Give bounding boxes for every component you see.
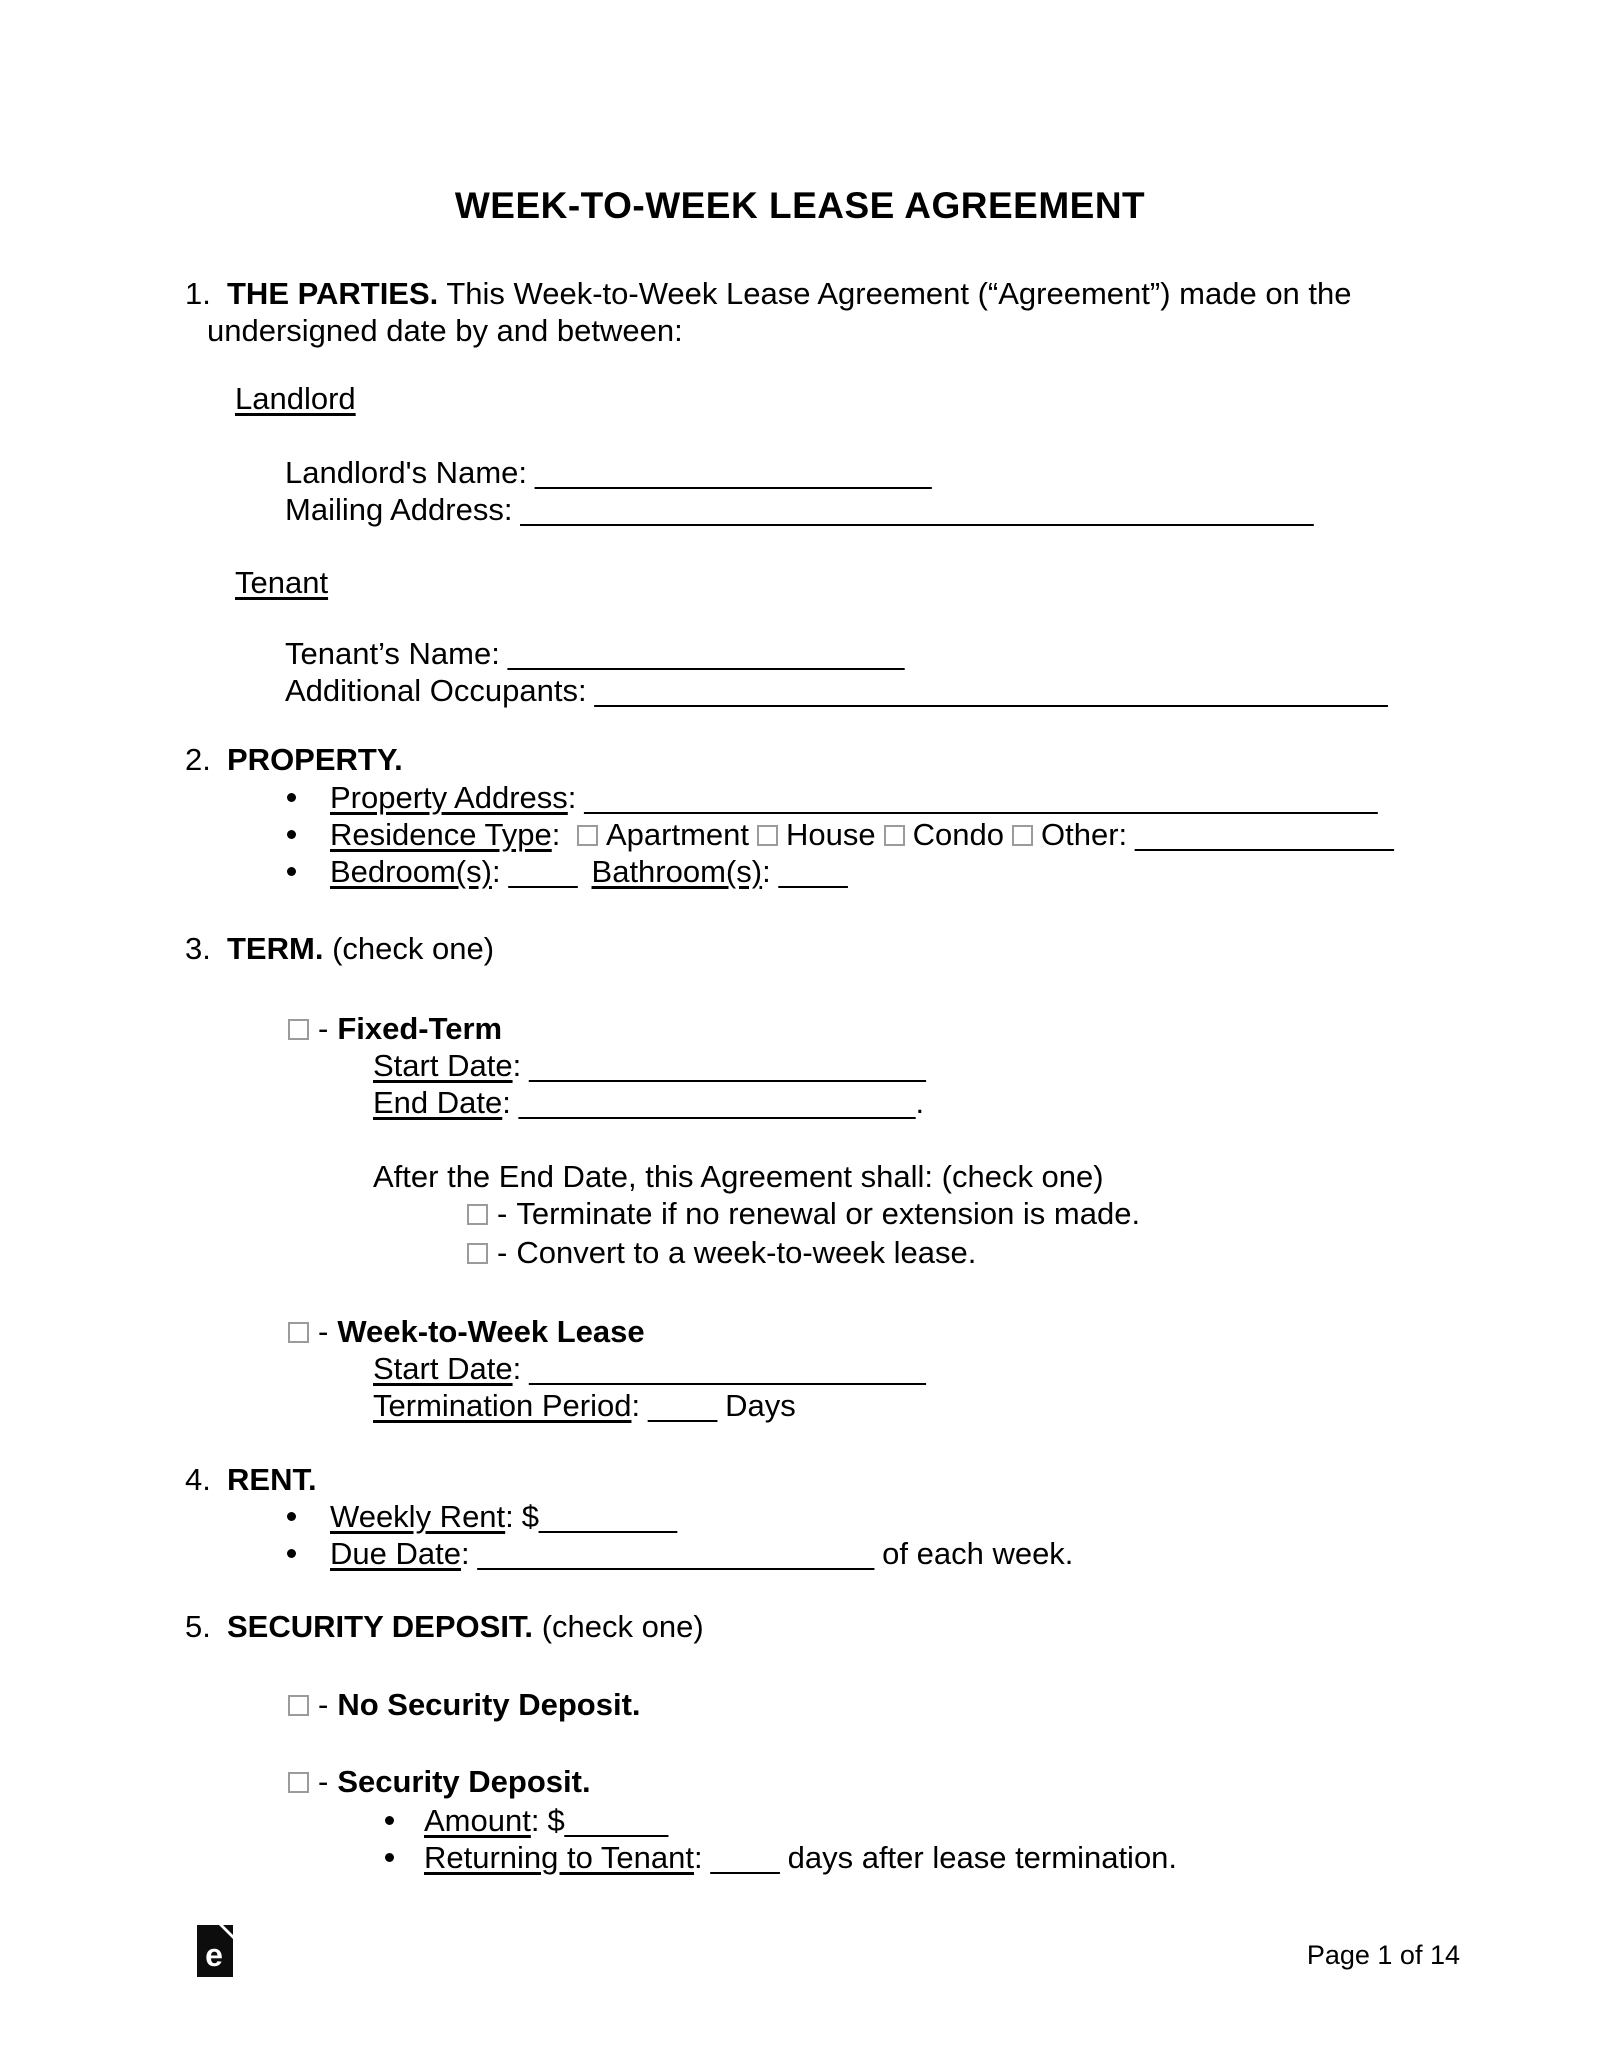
section-rent-title: RENT. xyxy=(227,1462,317,1497)
due-date-suffix: of each week. xyxy=(882,1536,1074,1571)
dash: - xyxy=(497,1235,508,1270)
checkbox-no-security-deposit[interactable] xyxy=(288,1695,309,1716)
tenant-name-blank-field[interactable]: _______________________ xyxy=(507,636,905,671)
section-number: 1. xyxy=(185,276,211,311)
dash: - xyxy=(497,1196,508,1231)
returning-blank-field[interactable]: ____ xyxy=(710,1840,780,1875)
amount-label: Amount xyxy=(424,1803,531,1838)
currency-symbol: $ xyxy=(547,1803,565,1838)
convert-option-label: Convert to a week-to-week lease. xyxy=(516,1235,977,1270)
bedrooms-label: Bedroom(s) xyxy=(330,854,492,889)
dash: - xyxy=(318,1764,329,1799)
week-to-week-label: Week-to-Week Lease xyxy=(337,1314,645,1349)
terminate-option-label: Terminate if no renewal or extension is made. xyxy=(516,1196,1141,1231)
deposit-amount-line xyxy=(424,1803,668,1839)
additional-occupants-blank-field[interactable]: ______________________________________________ xyxy=(594,673,1388,708)
bathrooms-label: Bathroom(s) xyxy=(591,854,763,889)
landlord-name-blank-field[interactable]: _______________________ xyxy=(535,455,932,490)
dash: - xyxy=(318,1314,329,1349)
returning-to-tenant-label: Returning to Tenant xyxy=(424,1840,695,1875)
mailing-address-line xyxy=(285,492,1314,528)
colon: : xyxy=(491,854,501,889)
convert-option-line xyxy=(467,1235,976,1271)
option-apartment-label: Apartment xyxy=(606,817,750,852)
bullet-icon xyxy=(287,1512,296,1521)
residence-type-label: Residence Type xyxy=(330,817,552,852)
fixed-end-date-line xyxy=(373,1085,924,1121)
termination-period-blank-field[interactable]: ____ xyxy=(648,1388,718,1423)
weekly-rent-blank-field[interactable]: ________ xyxy=(539,1499,677,1534)
section-deposit-title: SECURITY DEPOSIT. xyxy=(227,1609,534,1644)
mailing-address-label: Mailing Address: xyxy=(285,492,513,527)
section-property-title: PROPERTY. xyxy=(227,742,403,777)
checkbox-house[interactable] xyxy=(757,825,778,846)
mailing-address-blank-field[interactable]: ______________________________________________ xyxy=(520,492,1314,527)
option-house-label: House xyxy=(786,817,876,852)
section-term-title: TERM. xyxy=(227,931,324,966)
colon: : xyxy=(512,1351,522,1386)
section-deposit-heading-line xyxy=(185,1609,704,1645)
returning-to-tenant-line xyxy=(424,1840,1177,1876)
termination-days-suffix: Days xyxy=(725,1388,796,1423)
section-property-heading-line xyxy=(185,742,403,778)
fixed-term-option-line xyxy=(288,1011,502,1047)
checkbox-week-to-week[interactable] xyxy=(288,1322,309,1343)
start-date-label: Start Date xyxy=(373,1351,513,1386)
no-security-deposit-label: No Security Deposit. xyxy=(337,1687,641,1722)
end-date-label: End Date xyxy=(373,1085,503,1120)
fixed-term-label: Fixed-Term xyxy=(337,1011,503,1046)
section-parties-heading-line xyxy=(185,276,1352,312)
colon: : xyxy=(694,1840,703,1875)
colon: : xyxy=(502,1085,511,1120)
checkbox-other[interactable] xyxy=(1012,825,1033,846)
due-date-blank-field[interactable]: _______________________ xyxy=(477,1536,875,1571)
tenant-subheading: Tenant xyxy=(235,565,329,600)
tenant-name-line xyxy=(285,636,904,672)
landlord-name-line xyxy=(285,455,932,491)
term-check-one: (check one) xyxy=(332,931,495,966)
section-term-heading-line xyxy=(185,931,494,967)
bullet-icon xyxy=(287,830,296,839)
section-number: 3. xyxy=(185,931,211,966)
weekly-start-date-line xyxy=(373,1351,926,1387)
property-address-line xyxy=(330,780,1378,816)
termination-period-line xyxy=(373,1388,796,1424)
additional-occupants-line xyxy=(285,673,1388,709)
checkbox-fixed-term[interactable] xyxy=(288,1019,309,1040)
eforms-logo-icon xyxy=(197,1925,233,1977)
bedrooms-blank-field[interactable]: ____ xyxy=(508,854,578,889)
deposit-amount-blank-field[interactable]: ______ xyxy=(564,1803,669,1838)
colon: : xyxy=(551,817,561,852)
due-date-label: Due Date xyxy=(330,1536,461,1571)
period: . xyxy=(915,1085,925,1120)
colon: : xyxy=(460,1536,470,1571)
bullet-icon xyxy=(287,867,296,876)
checkbox-security-deposit[interactable] xyxy=(288,1772,309,1793)
dash: - xyxy=(318,1011,329,1046)
start-date-label: Start Date xyxy=(373,1048,513,1083)
security-deposit-line xyxy=(288,1764,591,1800)
checkbox-convert[interactable] xyxy=(467,1243,488,1264)
colon: : xyxy=(762,854,771,889)
other-blank-field[interactable]: _______________ xyxy=(1135,817,1394,852)
returning-suffix: days after lease termination. xyxy=(787,1840,1178,1875)
checkbox-apartment[interactable] xyxy=(577,825,598,846)
fixed-start-date-blank-field[interactable]: _______________________ xyxy=(529,1048,926,1083)
weekly-rent-line xyxy=(330,1499,677,1535)
colon: : xyxy=(631,1388,641,1423)
additional-occupants-label: Additional Occupants: xyxy=(285,673,587,708)
colon: : xyxy=(505,1499,514,1534)
colon: : xyxy=(530,1803,540,1838)
terminate-option-line xyxy=(467,1196,1140,1232)
section-number: 5. xyxy=(185,1609,211,1644)
fixed-end-date-blank-field[interactable]: _______________________ xyxy=(518,1085,916,1120)
deposit-check-one: (check one) xyxy=(541,1609,704,1644)
section-number: 4. xyxy=(185,1462,211,1497)
option-other-label: Other: xyxy=(1040,817,1128,852)
bullet-icon xyxy=(385,1816,394,1825)
security-deposit-label: Security Deposit. xyxy=(337,1764,591,1799)
section-rent-heading-line xyxy=(185,1462,317,1498)
bullet-icon xyxy=(287,1549,296,1558)
bathrooms-blank-field[interactable]: ____ xyxy=(778,854,848,889)
termination-period-label: Termination Period xyxy=(373,1388,632,1423)
section-number: 2. xyxy=(185,742,211,777)
colon: : xyxy=(512,1048,522,1083)
bullet-icon xyxy=(287,793,296,802)
property-address-blank-field[interactable]: ______________________________________________ xyxy=(584,780,1378,815)
currency-symbol: $ xyxy=(521,1499,540,1534)
checkbox-terminate[interactable] xyxy=(467,1204,488,1225)
page-title: WEEK-TO-WEEK LEASE AGREEMENT xyxy=(454,185,1146,226)
fixed-start-date-line xyxy=(373,1048,926,1084)
no-security-deposit-line xyxy=(288,1687,641,1723)
landlord-subheading: Landlord xyxy=(235,381,356,416)
due-date-line xyxy=(330,1536,1073,1572)
residence-type-line xyxy=(330,817,1394,853)
tenant-name-label: Tenant’s Name: xyxy=(285,636,500,671)
bullet-icon xyxy=(385,1853,394,1862)
checkbox-condo[interactable] xyxy=(884,825,905,846)
week-to-week-option-line xyxy=(288,1314,645,1350)
landlord-name-label: Landlord's Name: xyxy=(285,455,527,490)
bedroom-bathroom-line xyxy=(330,854,848,890)
section-parties-title: THE PARTIES. xyxy=(227,276,439,311)
after-end-date-text: After the End Date, this Agreement shall: (check one) xyxy=(373,1159,1104,1194)
weekly-rent-label: Weekly Rent xyxy=(330,1499,506,1534)
dash: - xyxy=(318,1687,329,1722)
parties-intro-line2: undersigned date by and between: xyxy=(207,313,683,348)
page-number-indicator: Page 1 of 14 xyxy=(1306,1940,1460,1970)
parties-intro-line1: This Week-to-Week Lease Agreement (“Agreement”) made on the xyxy=(446,276,1352,311)
logo-letter: e xyxy=(205,1937,223,1973)
property-address-label: Property Address xyxy=(330,780,568,815)
option-condo-label: Condo xyxy=(912,817,1004,852)
weekly-start-date-blank-field[interactable]: _______________________ xyxy=(529,1351,926,1386)
colon: : xyxy=(567,780,577,815)
